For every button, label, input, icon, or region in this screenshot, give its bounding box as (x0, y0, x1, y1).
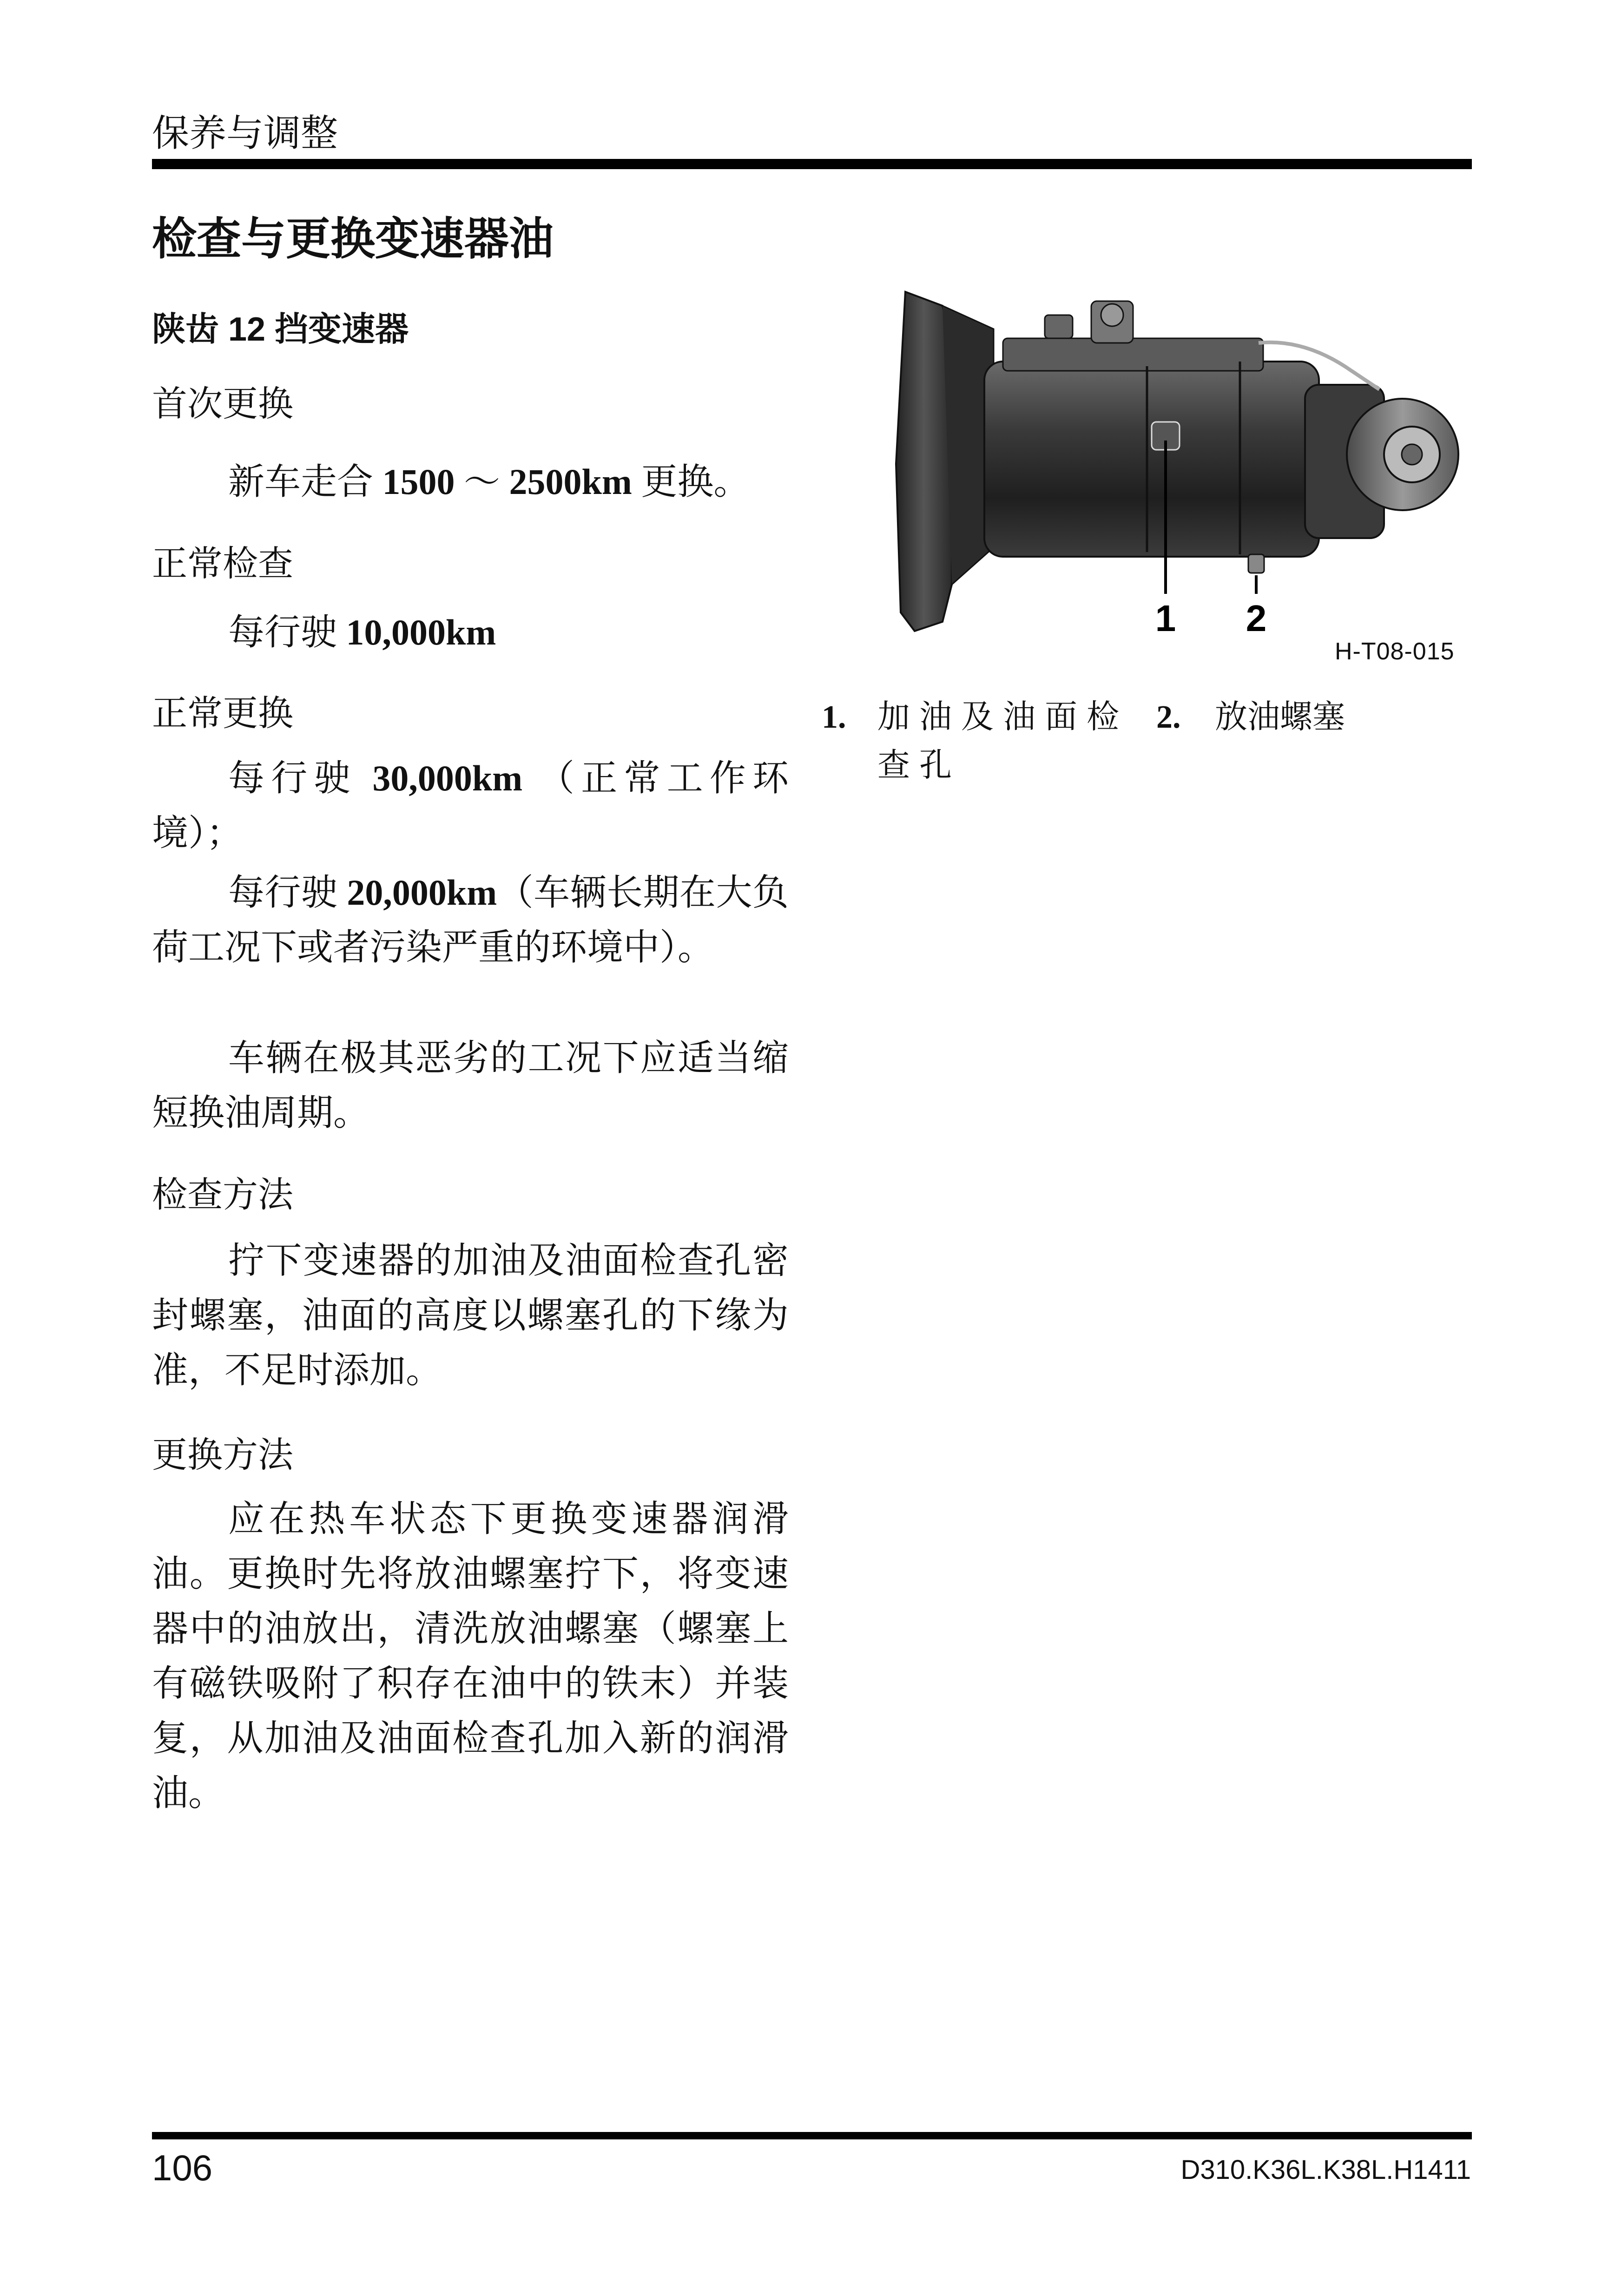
main-case-shape (984, 362, 1319, 557)
callout-1-label: 1 (1155, 598, 1176, 639)
running-header: 保养与调整 (152, 112, 338, 154)
normal-change-p1-a: 每行驶 (228, 758, 373, 798)
normal-check-num: 10,000km (346, 612, 496, 652)
shift-knob-shape (1101, 304, 1123, 326)
output-hub-shape (1402, 444, 1422, 465)
normal-change-p2-num: 20,000km (347, 872, 497, 913)
normal-change-para-2 (152, 865, 789, 975)
normal-check-text (228, 605, 786, 660)
normal-change-p2-a: 每行驶 (228, 872, 347, 913)
caption-1-text: 加油及油面检查孔 (877, 699, 1128, 783)
drain-plug-shape (1248, 554, 1264, 573)
caption-2-text: 放油螺塞 (1215, 699, 1345, 735)
normal-change-p1-num: 30,000km (372, 758, 523, 798)
page-title: 检查与更换变速器油 (152, 214, 554, 264)
normal-change-p2-b: （车辆长期在大负荷工况下或者污染严重的环境中）。 (152, 872, 789, 967)
first-change-num-b: 2500km (509, 461, 632, 502)
document-code: D310.K36L.K38L.H1411 (1180, 2155, 1471, 2185)
normal-change-para-1 (152, 751, 789, 861)
normal-check-text-a: 每行驶 (228, 612, 346, 652)
caption-2-number: 2. (1156, 699, 1181, 735)
first-change-text-a: 新车走合 (228, 461, 382, 502)
change-method-label: 更换方法 (152, 1435, 293, 1475)
transmission-figure (887, 287, 1472, 673)
normal-check-label: 正常检查 (152, 544, 293, 584)
change-method-text: 应在热车状态下更换变速器润滑油。更换时先将放油螺塞拧下，将变速器中的油放出，清洗放油螺塞（螺塞上有磁铁吸附了积存在油中的铁末）并装复，从加油及油面检查孔加入新的润滑油。 (152, 1499, 789, 1813)
page-number: 106 (152, 2147, 213, 2188)
normal-change-p1-b: （正常工作环境）； (152, 758, 789, 853)
top-cover-shape (1003, 338, 1263, 371)
valve-shape (1045, 315, 1073, 338)
normal-change-label: 正常更换 (152, 694, 293, 733)
figure-code: H-T08-015 (1335, 638, 1455, 665)
footer-rule (152, 2132, 1472, 2139)
first-change-label: 首次更换 (152, 384, 293, 424)
first-change-text-b: ～ (455, 461, 509, 502)
callout-2-label: 2 (1246, 598, 1267, 639)
bell-housing-shape (896, 292, 952, 631)
first-change-text (228, 454, 786, 509)
header-rule (152, 159, 1472, 169)
normal-change-para-3: 车辆在极其恶劣的工况下应适当缩短换油周期。 (152, 1038, 789, 1133)
caption-1-number: 1. (822, 699, 846, 735)
subtitle: 陕齿 12 挡变速器 (152, 311, 409, 348)
first-change-text-c: 更换。 (632, 461, 750, 502)
check-method-label: 检查方法 (152, 1175, 293, 1215)
transmission-illustration (887, 287, 1472, 673)
first-change-num-a: 1500 (382, 461, 455, 502)
check-method-text: 拧下变速器的加油及油面检查孔密封螺塞，油面的高度以螺塞孔的下缘为准，不足时添加。 (152, 1240, 789, 1390)
